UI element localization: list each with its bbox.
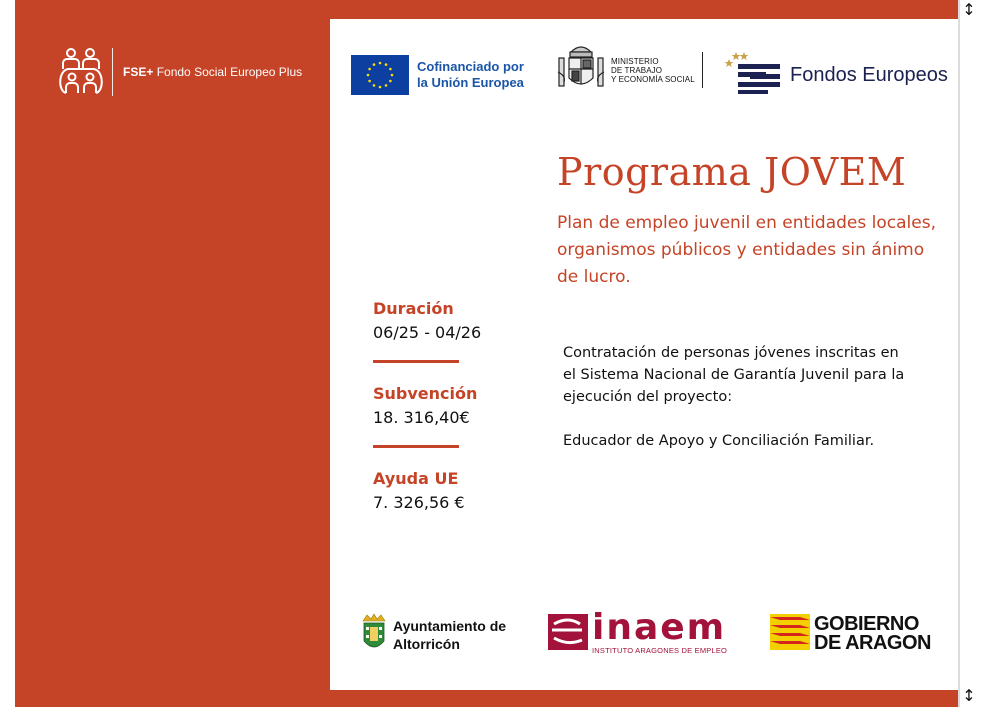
ministry-logo: [556, 42, 703, 98]
ministry-divider: [702, 52, 703, 88]
description-paragraph: Contratación de personas jóvenes inscritas en el Sistema Nacional de Garantía Juvenil para la ejecución del proyecto:: [563, 345, 905, 405]
divider-rule: [373, 360, 459, 363]
resize-handle-top[interactable]: ↕: [962, 0, 976, 19]
fact-value: 18. 316,40€: [373, 408, 470, 427]
municipal-shield-icon: [361, 613, 387, 657]
ministry-label: MINISTERIO DE TRABAJO Y ECONOMÍA SOCIAL: [611, 56, 695, 84]
divider-rule: [373, 445, 459, 448]
inaem-logo: [548, 607, 728, 656]
fse-divider: [112, 48, 113, 96]
gobierno-label: GOBIERNO DE ARAGON: [814, 613, 931, 654]
fact-ayuda-ue: [373, 468, 481, 516]
ayuntamiento-label: Ayuntamiento de Altorricón: [393, 618, 507, 652]
description-paragraph: Educador de Apoyo y Conciliación Familiar.: [563, 433, 875, 449]
project-description: [563, 342, 913, 452]
coat-of-arms-icon: [556, 42, 606, 98]
gobierno-aragon-logo: [770, 614, 931, 654]
fact-duration: [373, 298, 481, 346]
inaem-e-icon: [548, 612, 588, 656]
fact-label: Subvención: [373, 384, 478, 403]
resize-handle-bottom[interactable]: ↕: [962, 686, 976, 705]
fondos-europeos-logo: [724, 52, 948, 98]
fact-value: 7. 326,56 €: [373, 493, 465, 512]
fact-label: Ayuda UE: [373, 469, 459, 488]
page-subtitle: Plan de empleo juvenil en entidades locales, organismos públicos y entidades sin ánimo de lucro.: [557, 213, 936, 287]
page-edge: [958, 0, 960, 707]
fact-value: 06/25 - 04/26: [373, 323, 482, 342]
ayuntamiento-logo: [361, 613, 506, 657]
fse-logo: [58, 47, 302, 97]
eu-label: Cofinanciado por la Unión Europea: [417, 59, 524, 90]
fact-label: Duración: [373, 299, 454, 318]
eu-cofinanced-logo: [351, 55, 524, 95]
page-title: Programa JOVEM: [557, 150, 907, 194]
inaem-subtitle: INSTITUTO ARAGONES DE EMPLEO: [592, 646, 728, 655]
aragon-flag-icon: [770, 614, 810, 654]
fondos-europeos-icon: [724, 52, 782, 98]
inaem-wordmark: inaem: [592, 607, 727, 648]
people-table-icon: [58, 47, 104, 97]
fondos-europeos-label: Fondos Europeos: [790, 63, 948, 86]
eu-flag-icon: [351, 55, 409, 95]
fact-subvencion: [373, 383, 481, 431]
project-facts: [373, 298, 481, 516]
fse-label: FSE+ Fondo Social Europeo Plus: [123, 65, 303, 79]
